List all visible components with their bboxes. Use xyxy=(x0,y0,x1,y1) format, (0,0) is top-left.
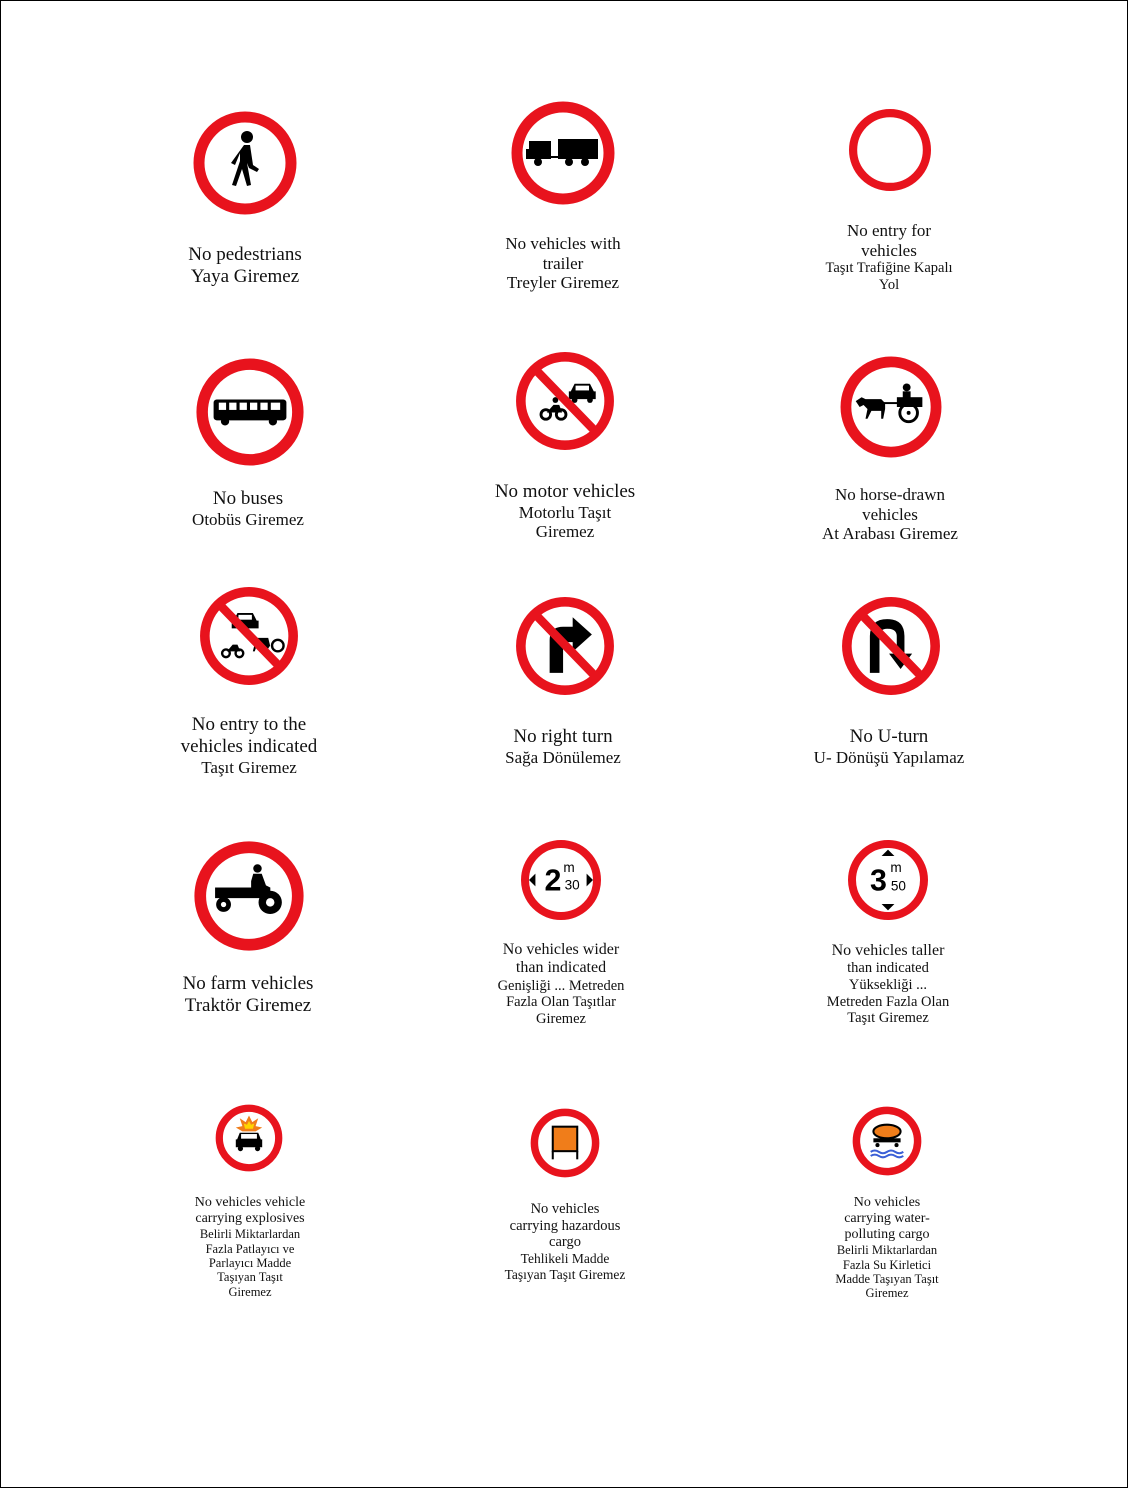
sign-caption xyxy=(728,942,1048,1027)
caption-tr-line: Belirli Miktarlardan xyxy=(199,1227,301,1242)
sign-no-u-turn xyxy=(729,596,1049,786)
sign-caption xyxy=(405,1201,725,1282)
caption-tr-line: Traktör Giremez xyxy=(184,994,312,1016)
sign-caption xyxy=(730,485,1050,544)
caption-en-line: No pedestrians xyxy=(188,244,302,265)
height-limit-icon xyxy=(848,840,928,920)
sign-caption xyxy=(88,973,408,1017)
limit-unit: m xyxy=(563,860,575,875)
caption-en-line: No vehicles wider xyxy=(502,941,620,958)
limit-decimal: 30 xyxy=(564,877,580,893)
sign-no-right-turn xyxy=(403,596,723,786)
pedestrian-icon xyxy=(195,113,295,213)
caption-en-line: No motor vehicles xyxy=(494,481,636,502)
width-limit-icon xyxy=(521,840,601,920)
caption-tr-line: Belirli Miktarlardan xyxy=(836,1243,938,1258)
caption-tr-line: Fazla Patlayıcı ve xyxy=(205,1241,295,1256)
caption-tr-line: Fazla Olan Taşıtlar xyxy=(506,994,616,1011)
caption-en-line: No vehicles xyxy=(530,1201,600,1217)
caption-en-line: No vehicles with xyxy=(505,234,621,253)
caption-en-line: No vehicles taller xyxy=(831,942,945,959)
caption-tr-line: Tehlikeli Madde xyxy=(520,1251,610,1267)
sign-caption xyxy=(85,244,405,288)
sign-no-pedestrians xyxy=(85,101,405,301)
sign-caption xyxy=(727,1195,1047,1301)
caption-tr-line: Giremez xyxy=(536,1011,586,1028)
caption-tr-line: Taşıt Trafiğine Kapalı xyxy=(825,260,953,277)
limit-main-digit: 2 xyxy=(544,863,562,898)
sign-caption xyxy=(405,481,725,542)
caption-en-line: vehicles xyxy=(861,240,917,260)
multi-vehicle-icon xyxy=(201,588,297,684)
caption-en-line: than indicated xyxy=(515,959,607,977)
caption-en-line: No right turn xyxy=(513,726,613,747)
hazard-plate-icon xyxy=(531,1109,599,1177)
sign-no-wide-vehicles xyxy=(401,836,721,1036)
caption-en-line: vehicles xyxy=(862,504,918,524)
caption-tr-line: Taşıyan Taşıt Giremez xyxy=(504,1266,626,1282)
caption-tr-line: U- Dönüşü Yapılamaz xyxy=(813,747,965,767)
caption-tr-line: Yaya Giremez xyxy=(190,265,300,287)
caption-en-line: No farm vehicles xyxy=(182,973,314,994)
sign-caption xyxy=(729,726,1049,767)
sign-no-motor-vehicles xyxy=(405,351,725,551)
sign-no-water-polluting-cargo xyxy=(727,1105,1047,1305)
caption-tr-line: Giremez xyxy=(865,1286,909,1301)
car-motorcycle-icon xyxy=(517,353,613,449)
caption-en-line: No entry to the xyxy=(191,714,307,735)
empty-ring-icon xyxy=(849,109,931,191)
caption-tr-line: Taşıyan Taşıt xyxy=(217,1270,283,1285)
caption-en-line: cargo xyxy=(549,1234,581,1251)
caption-en-line: No buses xyxy=(212,488,284,509)
caption-tr-line: Taşıt Giremez xyxy=(847,1010,929,1027)
sign-no-hazardous-cargo xyxy=(405,1105,725,1305)
water-pollutant-icon xyxy=(853,1107,921,1175)
sign-caption xyxy=(401,941,721,1028)
caption-tr-line: Madde Taşıyan Taşıt xyxy=(835,1272,939,1287)
sign-caption xyxy=(89,714,409,777)
caption-en-line: polluting cargo xyxy=(844,1227,930,1243)
caption-tr-line: Otobüs Giremez xyxy=(192,509,304,529)
caption-en-line: vehicles indicated xyxy=(180,735,318,757)
caption-en-line: carrying explosives xyxy=(195,1211,305,1227)
caption-en-line: trailer xyxy=(542,253,584,273)
sign-caption xyxy=(729,221,1049,293)
explosive-vehicle-icon xyxy=(216,1105,282,1171)
limit-decimal: 50 xyxy=(890,878,906,894)
sign-no-indicated-vehicles xyxy=(89,586,409,786)
right-turn-arrow-icon xyxy=(517,598,613,694)
caption-en-line: carrying water- xyxy=(844,1211,930,1227)
caption-tr-line: Genişliği ... Metreden xyxy=(497,977,625,994)
limit-unit: m xyxy=(890,860,902,875)
caption-tr-line: Parlayıcı Madde xyxy=(208,1255,292,1270)
caption-tr-line: Sağa Dönülemez xyxy=(505,747,621,767)
caption-tr-line: Treyler Giremez xyxy=(506,273,620,293)
sign-no-tall-vehicles xyxy=(728,836,1048,1036)
caption-tr-line: Giremez xyxy=(535,522,595,542)
caption-tr-line: Yüksekliği ... xyxy=(848,977,928,994)
sign-no-explosives xyxy=(90,1101,410,1301)
sign-caption xyxy=(403,726,723,767)
caption-en-line: No vehicles vehicle xyxy=(194,1195,306,1210)
caption-en-line: No U-turn xyxy=(849,726,929,747)
sign-caption xyxy=(90,1195,410,1299)
sign-no-entry-vehicles xyxy=(729,101,1049,301)
caption-en-line: No entry for xyxy=(846,221,932,240)
caption-tr-line: Giremez xyxy=(228,1284,272,1299)
tractor-icon xyxy=(196,843,302,949)
caption-tr-line: Metreden Fazla Olan xyxy=(826,993,950,1010)
u-turn-arrow-icon xyxy=(843,598,939,694)
sign-caption xyxy=(403,234,723,293)
caption-en-line: than indicated xyxy=(847,960,929,977)
sign-no-horse-drawn xyxy=(730,356,1050,556)
horse-cart-icon xyxy=(842,358,940,456)
sign-no-buses xyxy=(88,356,408,546)
caption-tr-line: At Arabası Giremez xyxy=(822,524,958,544)
caption-tr-line: Fazla Su Kirletici xyxy=(842,1257,932,1272)
trailer-icon xyxy=(513,103,613,203)
sign-caption xyxy=(88,488,408,529)
caption-tr-line: Taşıt Giremez xyxy=(201,757,297,777)
limit-main-digit: 3 xyxy=(869,863,887,898)
sign-no-trailer xyxy=(403,101,723,301)
sign-no-farm-vehicles xyxy=(88,839,408,1029)
bus-icon xyxy=(198,360,302,464)
caption-tr-line: Motorlu Taşıt xyxy=(518,502,612,522)
caption-en-line: No horse-drawn xyxy=(835,485,945,504)
caption-en-line: carrying hazardous xyxy=(509,1217,621,1234)
caption-en-line: No vehicles xyxy=(853,1195,921,1210)
caption-tr-line: Yol xyxy=(878,276,900,293)
